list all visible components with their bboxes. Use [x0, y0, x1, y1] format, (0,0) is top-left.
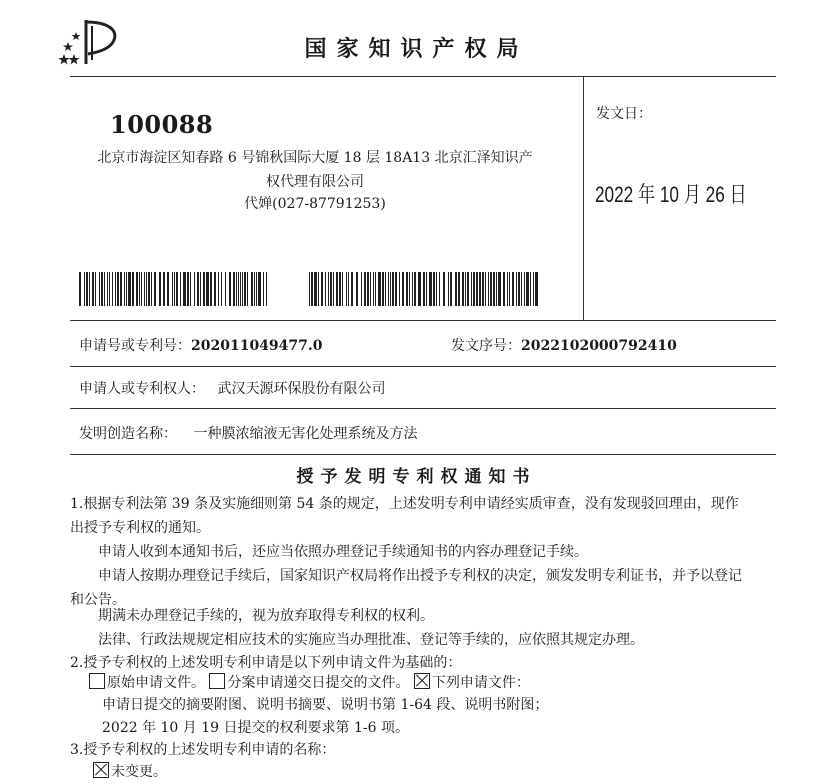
barcode-bar [530, 272, 531, 306]
barcode-bar [395, 272, 397, 306]
paragraph-2: 申请人收到本通知书后，还应当依照办理登记手续通知书的内容办理登记手续。 [98, 544, 588, 560]
barcode-bar [225, 272, 226, 306]
barcode-bar [176, 272, 178, 306]
barcode-bar [490, 272, 492, 306]
barcode-bar [388, 272, 389, 306]
barcode-bar [206, 272, 209, 306]
barcode-bar [455, 272, 457, 306]
barcode-bar [194, 272, 195, 306]
barcode-bar [498, 272, 501, 306]
barcode-bar [465, 272, 466, 306]
serial-number-field [451, 335, 677, 355]
barcode-bar [99, 272, 100, 306]
invention-title-value: 一种膜浓缩液无害化处理系统及方法 [193, 426, 418, 442]
barcode [309, 272, 539, 306]
barcode-bar [311, 272, 313, 306]
barcode-bar [462, 272, 464, 306]
barcode-bar [229, 272, 231, 306]
barcode-bar [124, 272, 125, 306]
paragraph-1 [70, 492, 780, 540]
barcode-bar [382, 272, 384, 306]
barcode-bar [251, 272, 253, 306]
barcode-bar [132, 272, 134, 306]
barcode-bar [476, 272, 478, 306]
barcode-bar [136, 272, 138, 306]
applicant-label: 申请人或专利权人： [79, 381, 205, 397]
section-3-heading: 3.授予专利权的上述发明专利申请的名称： [70, 742, 336, 758]
barcode-bar [418, 272, 421, 306]
barcode-bar [471, 272, 472, 306]
option-name-unchanged: 未变更。 [111, 764, 167, 780]
barcode-bar [154, 272, 156, 306]
barcode-bar [190, 272, 191, 306]
section-2-heading: 2.授予专利权的上述发明专利申请是以下列申请文件为基础的： [70, 655, 462, 671]
barcode-bar [402, 272, 404, 306]
header-divider [70, 76, 776, 77]
field-divider [70, 366, 776, 367]
barcode-bar [109, 272, 110, 306]
barcode-bar [318, 272, 319, 306]
barcode-bar [159, 272, 161, 306]
barcode-bar [126, 272, 127, 306]
barcode-bar [197, 272, 199, 306]
barcode-bar [263, 272, 264, 306]
applicant-field [79, 378, 385, 398]
checkbox-name-unchanged[interactable] [93, 762, 109, 778]
barcode-bar [167, 272, 169, 306]
date-column-divider [583, 76, 584, 320]
barcode-bar [117, 272, 119, 306]
barcode-bar [493, 272, 495, 306]
barcode-bar [450, 272, 452, 306]
text-line: 申请人按期办理登记手续后，国家知识产权局将作出授予专利权的决定，颁发发明专利证书，并予以登记 [98, 568, 742, 584]
barcode-bar [348, 272, 349, 306]
barcode-bar [409, 272, 410, 306]
barcode-bar [392, 272, 394, 306]
barcode-bar [314, 272, 317, 306]
barcode-bar [107, 272, 108, 306]
barcode-bar [84, 272, 85, 306]
barcode-bar [479, 272, 481, 306]
barcode-bar [535, 272, 538, 306]
barcode-bar [507, 272, 508, 306]
barcode-bar [183, 272, 186, 306]
barcode-bar [214, 272, 216, 306]
checkbox-original-files[interactable] [89, 673, 105, 689]
barcode-bar [458, 272, 460, 306]
barcode-bar [342, 272, 343, 306]
serial-number-value: 2022102000792410 [521, 338, 677, 354]
barcode-bar [485, 272, 486, 306]
barcode-bar [95, 272, 96, 306]
barcode-bar [473, 272, 475, 306]
barcode-bar [92, 272, 94, 306]
barcode-bar [367, 272, 369, 306]
contact-line: 代婵(027-87791253) [244, 196, 386, 212]
serial-number-label: 发文序号： [451, 338, 521, 354]
barcode-bar [378, 272, 381, 306]
barcode-bar [236, 272, 237, 306]
dispatch-date-label: 发文日： [596, 106, 652, 122]
barcode-bar [210, 272, 212, 306]
text-line: 出授予专利权的通知。 [70, 520, 210, 536]
barcode-bar [533, 272, 534, 306]
dispatch-date: 2022 年 10 月 26 日 [595, 182, 747, 207]
basis-options [89, 671, 779, 695]
barcode-bar [163, 272, 165, 306]
barcode-bar [443, 272, 445, 306]
barcode-bar [233, 272, 235, 306]
barcode-bar [448, 272, 449, 306]
barcode-bar [328, 272, 329, 306]
barcode-bar [482, 272, 484, 306]
notice-title: 授予发明专利权通知书 [296, 467, 537, 487]
barcode-bar [467, 272, 469, 306]
barcode-bar [330, 272, 332, 306]
office-name: 国家知识产权局 [304, 36, 529, 62]
option-following-files: 下列申请文件： [431, 675, 530, 691]
barcode-bar [238, 272, 239, 306]
barcode-bar [385, 272, 386, 306]
paragraph-4: 期满未办理登记手续的，视为放弃取得专利权的权利。 [98, 608, 434, 624]
barcode-bar [148, 272, 150, 306]
barcode-bar [139, 272, 140, 306]
barcode-bar [141, 272, 142, 306]
barcode-bar [174, 272, 175, 306]
barcode-bar [406, 272, 408, 306]
text-line: 1.根据专利法第 39 条及实施细则第 54 条的规定，上述发明专利申请经实质审查，没有发现驳回理由，现作 [70, 496, 739, 512]
barcode-bar [373, 272, 374, 306]
barcode-bar [86, 272, 88, 306]
barcode-bar [89, 272, 90, 306]
application-number-value: 202011049477.0 [191, 338, 323, 354]
barcode-bar [364, 272, 366, 306]
application-number-field [79, 335, 323, 355]
barcode-bar [240, 272, 241, 306]
barcode-bar [321, 272, 323, 306]
barcode-bar [399, 272, 400, 306]
barcode-bar [203, 272, 205, 306]
barcode-bar [146, 272, 147, 306]
barcode-bar [180, 272, 181, 306]
barcode-bar [256, 272, 257, 306]
barcode-bar [433, 272, 435, 306]
barcode-bar [524, 272, 525, 306]
barcode-bar [258, 272, 261, 306]
barcode-bar [518, 272, 520, 306]
barcode-bar [120, 272, 122, 306]
barcode-bar [503, 272, 505, 306]
barcode-bar [512, 272, 514, 306]
barcode-bar [79, 272, 81, 306]
barcode-bar [351, 272, 353, 306]
barcode-bar [339, 272, 341, 306]
barcode-bar [390, 272, 391, 306]
barcode-bar [309, 272, 310, 306]
barcode-bar [496, 272, 497, 306]
barcode-bar [242, 272, 243, 306]
paragraph-5: 法律、行政法规规定相应技术的实施应当办理批准、登记等手续的，应依照其规定办理。 [98, 632, 644, 648]
barcode-bar [521, 272, 522, 306]
barcode-bar [104, 272, 105, 306]
barcode-bar [187, 272, 189, 306]
document-list-line: 2022 年 10 月 19 日提交的权利要求第 1-6 项。 [102, 720, 409, 736]
barcode-bar [325, 272, 326, 306]
document-list-line: 申请日提交的摘要附图、说明书摘要、说明书第 1-64 段、说明书附图； [102, 697, 549, 713]
barcode-bar [218, 272, 219, 306]
barcode-bar [429, 272, 432, 306]
barcode-bar [266, 272, 267, 306]
barcode-bar [356, 272, 358, 306]
barcode-bar [244, 272, 246, 306]
option-original-files: 原始申请文件。 [107, 675, 205, 691]
barcode-bar [516, 272, 517, 306]
barcode-bar [361, 272, 362, 306]
invention-title-field [79, 423, 417, 443]
barcode-bar [423, 272, 425, 306]
barcode-bar [112, 272, 113, 306]
barcode-bar [436, 272, 437, 306]
application-number-label: 申请号或专利号： [79, 338, 191, 354]
text-line: 和公告。 [70, 592, 126, 608]
barcode-bar [200, 272, 201, 306]
address-line: 北京市海淀区知春路 6 号锦秋国际大厦 18 层 18A13 北京汇泽知识产 [97, 150, 533, 166]
barcode-bar [346, 272, 347, 306]
barcode-bar [412, 272, 413, 306]
applicant-value: 武汉天源环保股份有限公司 [217, 381, 386, 397]
barcode-bar [101, 272, 103, 306]
barcode-bar [254, 272, 255, 306]
barcode-bar [439, 272, 440, 306]
barcode-bar [221, 272, 222, 306]
checkbox-following-files[interactable] [414, 673, 430, 689]
barcode-bar [375, 272, 376, 306]
barcode-bar [426, 272, 427, 306]
barcode-bar [333, 272, 334, 306]
option-divisional-files: 分案申请递交日提交的文件。 [227, 675, 410, 691]
address-block-divider [70, 320, 776, 321]
barcode-bar [172, 272, 173, 306]
barcode-bar [526, 272, 529, 306]
barcode [79, 272, 269, 306]
postcode: 100088 [110, 110, 214, 139]
invention-title-label: 发明创造名称： [79, 426, 177, 442]
barcode-bar [336, 272, 338, 306]
checkbox-divisional-files[interactable] [209, 673, 225, 689]
field-divider [70, 454, 776, 455]
address-line: 权代理有限公司 [266, 174, 364, 190]
barcode-bar [151, 272, 152, 306]
name-status [93, 760, 773, 784]
barcode-bar [370, 272, 371, 306]
barcode-bar [247, 272, 248, 306]
barcode-bar [509, 272, 510, 306]
barcode-bar [128, 272, 131, 306]
barcode-bar [115, 272, 116, 306]
barcode-bar [488, 272, 489, 306]
barcode-bar [144, 272, 145, 306]
barcode-bar [414, 272, 416, 306]
field-divider [70, 408, 776, 409]
